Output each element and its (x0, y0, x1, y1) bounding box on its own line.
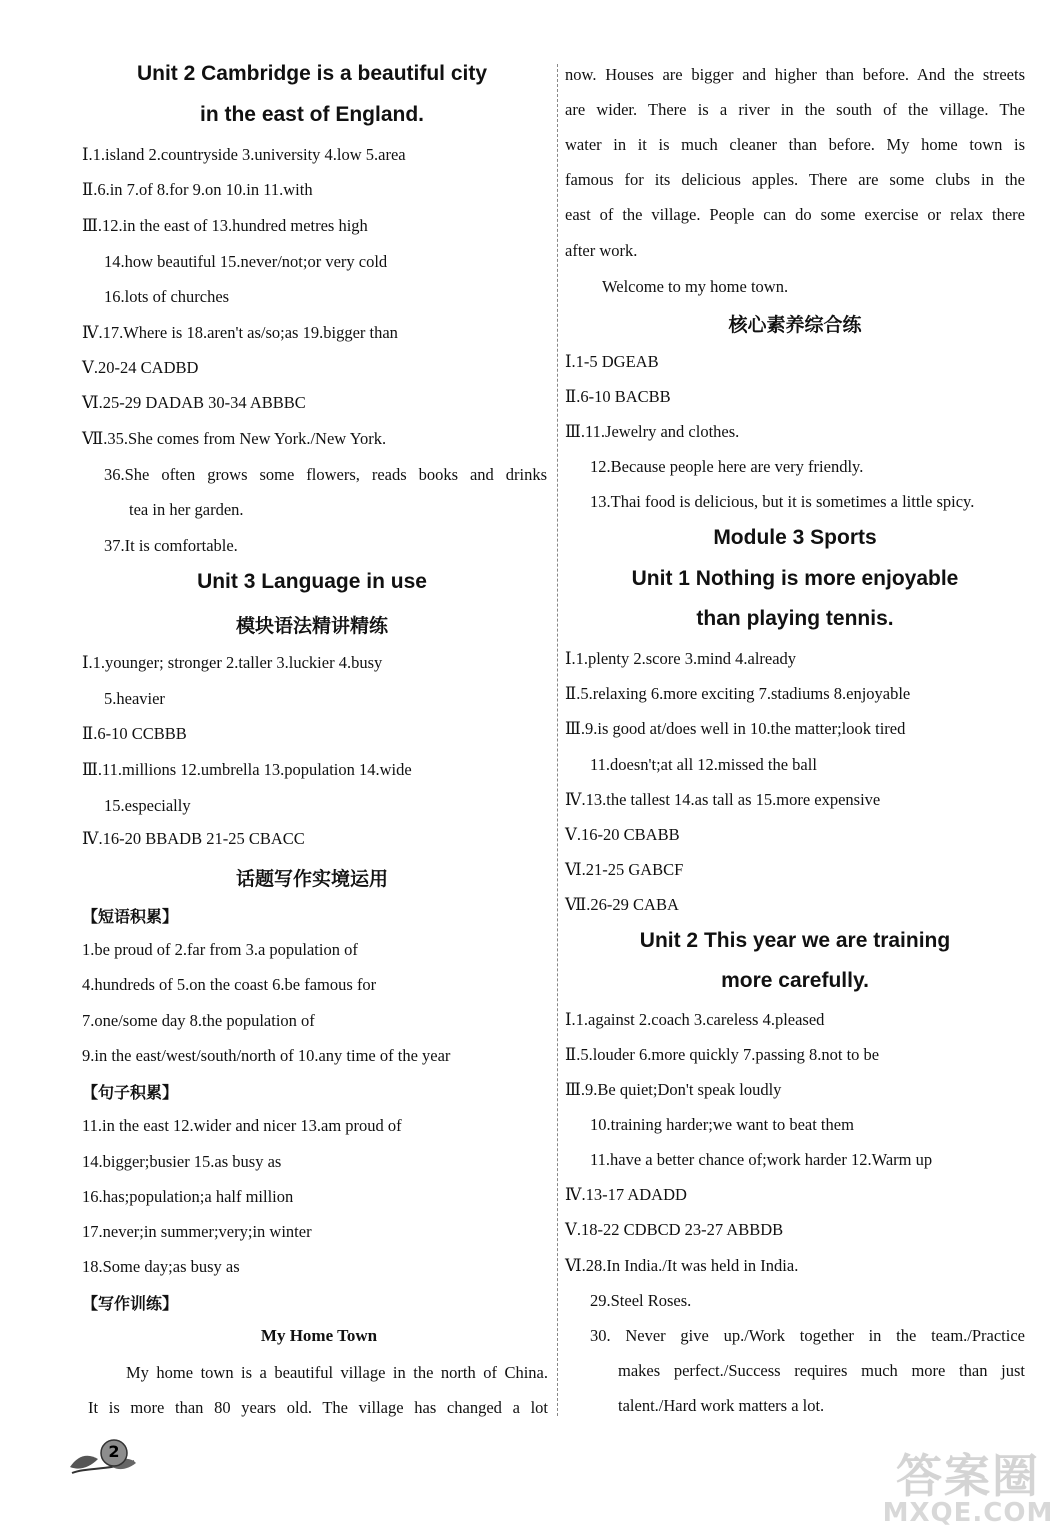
answer-line: Ⅰ.1.against 2.coach 3.careless 4.pleased (565, 1010, 825, 1029)
essay-title: My Home Town (260, 1326, 378, 1345)
answer-line: 12.Because people here are very friendly. (590, 457, 864, 476)
answer-line: Ⅵ.25-29 DADAB 30-34 ABBBC (82, 393, 306, 412)
unit2-title-line1: Unit 2 Cambridge is a beautiful city (136, 62, 488, 85)
answer-line: Ⅱ.5.relaxing 6.more exciting 7.stadiums 8.enjoyable (565, 684, 911, 703)
answer-line: 4.hundreds of 5.on the coast 6.be famous for (82, 975, 377, 994)
answer-line: Ⅵ.21-25 GABCF (565, 860, 684, 879)
answer-line: makes perfect./Success requires much more than just (618, 1361, 1025, 1380)
answer-line: 17.never;in summer;very;in winter (82, 1222, 312, 1241)
essay-line: Welcome to my home town. (602, 277, 789, 296)
essay-line: are wider. There is a river in the south of the village. The (565, 100, 1025, 119)
m3-unit2-title-line1: Unit 2 This year we are training (639, 929, 951, 952)
essay-line: famous for its delicious apples. There are some clubs in the (565, 170, 1025, 189)
unit3-title: Unit 3 Language in use (197, 570, 427, 593)
essay-line: east of the village. People can do some exercise or relax there (565, 205, 1025, 224)
answer-line: 1.be proud of 2.far from 3.a population of (82, 940, 358, 959)
column-divider (557, 64, 558, 1416)
sentences-tag: 【句子积累】 (82, 1083, 179, 1102)
answer-line: Ⅲ.9.is good at/does well in 10.the matter;look tired (565, 719, 906, 738)
essay-line: It is more than 80 years old. The village has changed a lot (88, 1398, 548, 1417)
answer-line: 36.She often grows some flowers, reads books and drinks (104, 465, 547, 484)
answer-line: Ⅶ.26-29 CABA (565, 895, 679, 914)
unit2-title-line2: in the east of England. (199, 103, 425, 126)
answer-line: 14.how beautiful 15.never/not;or very cold (104, 252, 388, 271)
answer-line: 11.doesn't;at all 12.missed the ball (590, 755, 817, 774)
answer-line: Ⅰ.1.younger; stronger 2.taller 3.luckier 4.busy (82, 653, 383, 672)
answer-line: Ⅰ.1.plenty 2.score 3.mind 4.already (565, 649, 797, 668)
answer-line: Ⅲ.9.Be quiet;Don't speak loudly (565, 1080, 782, 1099)
answer-line: Ⅴ.16-20 CBABB (565, 825, 680, 844)
answer-line: 15.especially (104, 796, 191, 815)
answer-line: Ⅶ.35.She comes from New York./New York. (82, 429, 387, 448)
watermark-logo (880, 1440, 1056, 1532)
core-literacy-title: 核心素养综合练 (728, 314, 862, 336)
answer-line: Ⅲ.11.Jewelry and clothes. (565, 422, 740, 441)
essay-line: after work. (565, 241, 638, 260)
answer-line: 7.one/some day 8.the population of (82, 1011, 315, 1030)
answer-line: talent./Hard work matters a lot. (618, 1396, 825, 1415)
answer-line: 14.bigger;busier 15.as busy as (82, 1152, 282, 1171)
answer-line: Ⅲ.12.in the east of 13.hundred metres high (82, 216, 368, 235)
answer-line: Ⅳ.13-17 ADADD (565, 1185, 687, 1204)
answer-line: Ⅴ.20-24 CADBD (82, 358, 199, 377)
answer-line: Ⅵ.28.In India./It was held in India. (565, 1256, 799, 1275)
answer-line: Ⅱ.6-10 BACBB (565, 387, 671, 406)
answer-line: 9.in the east/west/south/north of 10.any time of the year (82, 1046, 451, 1065)
module3-title: Module 3 Sports (713, 526, 877, 549)
phrases-tag: 【短语积累】 (82, 907, 179, 926)
page-number-badge (68, 1437, 138, 1477)
answer-line: 13.Thai food is delicious, but it is sometimes a little spicy. (590, 492, 975, 511)
watermark-text: 答案圈 (896, 1449, 1040, 1503)
answer-line: Ⅱ.6-10 CCBBB (82, 724, 187, 743)
m3-unit2-title-line2: more carefully. (721, 969, 869, 992)
answer-line: Ⅲ.11.millions 12.umbrella 13.population 14.wide (82, 760, 412, 779)
writing-tag: 【写作训练】 (82, 1294, 179, 1313)
answer-line: 30. Never give up./Work together in the team./Practice (590, 1326, 1025, 1345)
essay-line: water in it is much cleaner than before. My home town is (565, 135, 1025, 154)
answer-line: Ⅰ.1-5 DGEAB (565, 352, 659, 371)
answer-line: tea in her garden. (129, 500, 244, 519)
answer-line: 10.training harder;we want to beat them (590, 1115, 854, 1134)
answer-line: 16.lots of churches (104, 287, 230, 306)
answer-line: 11.have a better chance of;work harder 12.Warm up (590, 1150, 933, 1169)
answer-line: 29.Steel Roses. (590, 1291, 692, 1310)
essay-line: My home town is a beautiful village in the north of China. (126, 1363, 548, 1382)
answer-line: Ⅳ.16-20 BBADB 21-25 CBACC (82, 829, 305, 848)
answer-line: 18.Some day;as busy as (82, 1257, 240, 1276)
watermark-url: MXQE.COM (882, 1498, 1054, 1528)
answer-line: 5.heavier (104, 689, 165, 708)
grammar-section-title: 模块语法精讲精练 (235, 615, 388, 637)
m3-unit1-title-line2: than playing tennis. (696, 607, 894, 630)
essay-line: now. Houses are bigger and higher than before. And the streets (565, 65, 1025, 84)
answer-line: Ⅱ.6.in 7.of 8.for 9.on 10.in 11.with (82, 180, 313, 199)
answer-line: 37.It is comfortable. (104, 536, 238, 555)
page-number: 2 (108, 1442, 120, 1461)
writing-section-title: 话题写作实境运用 (235, 868, 388, 890)
answer-line: 16.has;population;a half million (82, 1187, 294, 1206)
answer-line: Ⅳ.13.the tallest 14.as tall as 15.more expensive (565, 790, 881, 809)
answer-line: Ⅰ.1.island 2.countryside 3.university 4.low 5.area (82, 145, 406, 164)
answer-line: Ⅳ.17.Where is 18.aren't as/so;as 19.bigger than (82, 323, 398, 342)
m3-unit1-title-line1: Unit 1 Nothing is more enjoyable (631, 567, 959, 590)
answer-line: 11.in the east 12.wider and nicer 13.am proud of (82, 1116, 402, 1135)
answer-line: Ⅴ.18-22 CDBCD 23-27 ABBDB (565, 1220, 784, 1239)
answer-line: Ⅱ.5.louder 6.more quickly 7.passing 8.not to be (565, 1045, 880, 1064)
